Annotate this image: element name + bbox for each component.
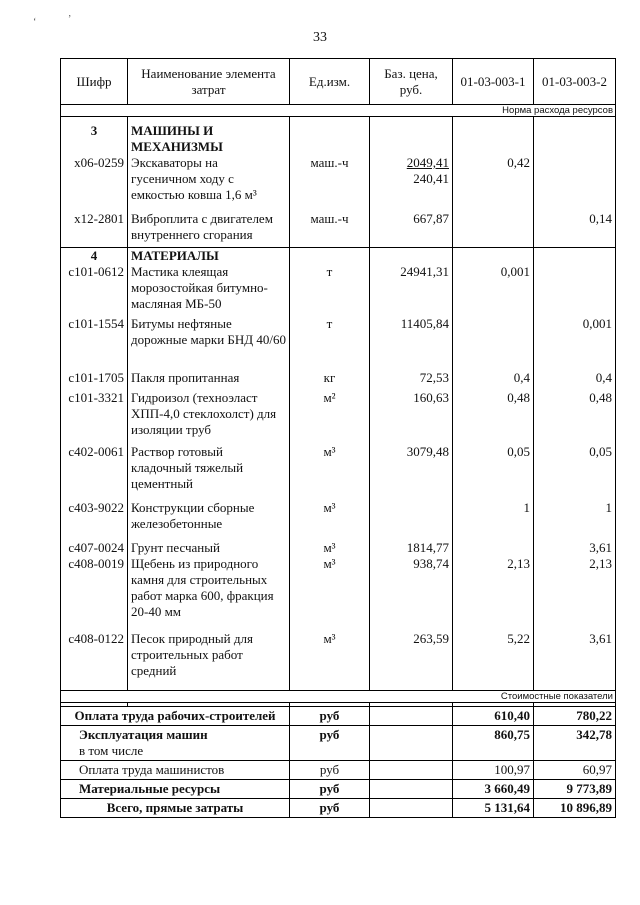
table-row bbox=[61, 540, 616, 556]
row-price: 263,59 bbox=[370, 631, 453, 691]
row-price: 3079,48 bbox=[370, 444, 453, 500]
row-unit: м³ bbox=[290, 540, 370, 556]
row-name: Битумы нефтяные дорожные марки БНД 40/60 bbox=[128, 316, 290, 370]
row-value-2: 0,14 bbox=[534, 211, 616, 247]
row-unit: т bbox=[290, 316, 370, 370]
row-name: Экскаваторы на гусеничном ходу с емкостью ковша 1,6 м³ bbox=[128, 155, 290, 211]
row-value-2: 0,001 bbox=[534, 316, 616, 370]
row-price: 938,74 bbox=[370, 556, 453, 631]
summary-value-1: 860,75 bbox=[453, 726, 534, 761]
row-unit: м³ bbox=[290, 500, 370, 540]
row-value-2: 0,4 bbox=[534, 370, 616, 390]
row-price bbox=[370, 155, 453, 211]
header-name: Наименование элемента затрат bbox=[128, 59, 290, 105]
table-row bbox=[61, 631, 616, 691]
summary-label: Оплата труда рабочих-строителей bbox=[61, 707, 290, 726]
row-name: Грунт песчаный bbox=[128, 540, 290, 556]
band-cost: Стоимостные показатели bbox=[61, 691, 616, 703]
header-price: Баз. цена, руб. bbox=[370, 59, 453, 105]
summary-unit: руб bbox=[290, 726, 370, 761]
header-col2: 01-03-003-2 bbox=[534, 59, 616, 105]
row-value-1: 0,42 bbox=[453, 155, 534, 211]
corner-mark-right: ’ bbox=[68, 14, 72, 25]
row-value-2: 2,13 bbox=[534, 556, 616, 631]
row-unit: кг bbox=[290, 370, 370, 390]
table-row bbox=[61, 500, 616, 540]
row-code: с101-0612 bbox=[61, 264, 128, 316]
row-price: 160,63 bbox=[370, 390, 453, 444]
row-name: Виброплита с двигателем внутреннего сгорания bbox=[128, 211, 290, 247]
row-price: 24941,31 bbox=[370, 264, 453, 316]
row-unit: м³ bbox=[290, 444, 370, 500]
row-price-main: 2049,41 bbox=[406, 155, 449, 170]
summary-value-2: 60,97 bbox=[534, 761, 616, 780]
table-row bbox=[61, 370, 616, 390]
section-number: 4 bbox=[61, 247, 128, 264]
row-value-1: 0,48 bbox=[453, 390, 534, 444]
row-unit: м³ bbox=[290, 556, 370, 631]
header-row bbox=[61, 59, 616, 105]
row-value-2 bbox=[534, 264, 616, 316]
row-value-1: 0,05 bbox=[453, 444, 534, 500]
row-unit: м² bbox=[290, 390, 370, 444]
summary-value-2: 342,78 bbox=[534, 726, 616, 761]
row-value-2: 0,05 bbox=[534, 444, 616, 500]
summary-value-1: 610,40 bbox=[453, 707, 534, 726]
resource-table bbox=[60, 58, 616, 818]
row-value-2: 0,48 bbox=[534, 390, 616, 444]
row-code: с408-0122 bbox=[61, 631, 128, 691]
row-code: х12-2801 bbox=[61, 211, 128, 247]
row-name: Пакля пропитанная bbox=[128, 370, 290, 390]
row-name: Мастика клеящая морозостойкая битумно-масляная МБ-50 bbox=[128, 264, 290, 316]
summary-label: Всего, прямые затраты bbox=[61, 799, 290, 818]
row-value-2: 1 bbox=[534, 500, 616, 540]
table-row bbox=[61, 444, 616, 500]
row-code: х06-0259 bbox=[61, 155, 128, 211]
row-price: 11405,84 bbox=[370, 316, 453, 370]
row-unit: т bbox=[290, 264, 370, 316]
corner-mark-left: ‘ bbox=[33, 17, 37, 28]
summary-value-2: 10 896,89 bbox=[534, 799, 616, 818]
row-code: с407-0024 bbox=[61, 540, 128, 556]
row-price: 1814,77 bbox=[370, 540, 453, 556]
row-code: с101-3321 bbox=[61, 390, 128, 444]
row-price: 72,53 bbox=[370, 370, 453, 390]
row-value-1 bbox=[453, 211, 534, 247]
summary-unit: руб bbox=[290, 707, 370, 726]
band-cost-row bbox=[61, 691, 616, 703]
row-value-1 bbox=[453, 540, 534, 556]
row-value-2 bbox=[534, 155, 616, 211]
row-code: с101-1705 bbox=[61, 370, 128, 390]
band-norm: Норма расхода ресурсов bbox=[61, 105, 616, 117]
row-name: Гидроизол (техноэласт ХПП-4,0 стеклохолст) для изоляции труб bbox=[128, 390, 290, 444]
row-value-1: 2,13 bbox=[453, 556, 534, 631]
header-code: Шифр bbox=[61, 59, 128, 105]
summary-value-2: 780,22 bbox=[534, 707, 616, 726]
row-code: с101-1554 bbox=[61, 316, 128, 370]
table-row bbox=[61, 211, 616, 247]
section-header bbox=[61, 117, 616, 156]
row-code: с403-9022 bbox=[61, 500, 128, 540]
row-value-2: 3,61 bbox=[534, 631, 616, 691]
summary-unit: руб bbox=[290, 761, 370, 780]
row-value-1: 1 bbox=[453, 500, 534, 540]
row-value-1: 0,001 bbox=[453, 264, 534, 316]
row-name: Песок природный для строительных работ средний bbox=[128, 631, 290, 691]
summary-sublabel: в том числе bbox=[79, 743, 144, 758]
row-name: Раствор готовый кладочный тяжелый цементный bbox=[128, 444, 290, 500]
section-header bbox=[61, 247, 616, 264]
row-price: 667,87 bbox=[370, 211, 453, 247]
summary-value-1: 3 660,49 bbox=[453, 780, 534, 799]
summary-label bbox=[61, 726, 290, 761]
summary-row bbox=[61, 707, 616, 726]
summary-value-1: 100,97 bbox=[453, 761, 534, 780]
summary-label: Оплата труда машинистов bbox=[61, 761, 290, 780]
row-unit: м³ bbox=[290, 631, 370, 691]
summary-value-1: 5 131,64 bbox=[453, 799, 534, 818]
header-col1: 01-03-003-1 bbox=[453, 59, 534, 105]
page-number: 33 bbox=[313, 30, 327, 45]
row-value-2: 3,61 bbox=[534, 540, 616, 556]
table-row bbox=[61, 390, 616, 444]
summary-label: Материальные ресурсы bbox=[61, 780, 290, 799]
table-row bbox=[61, 155, 616, 211]
row-value-1: 5,22 bbox=[453, 631, 534, 691]
row-code: с402-0061 bbox=[61, 444, 128, 500]
row-name: Щебень из природного камня для строительных работ марка 600, фракция 20-40 мм bbox=[128, 556, 290, 631]
row-price bbox=[370, 500, 453, 540]
summary-row bbox=[61, 726, 616, 761]
summary-row bbox=[61, 761, 616, 780]
summary-row bbox=[61, 799, 616, 818]
table-row bbox=[61, 316, 616, 370]
row-value-1: 0,4 bbox=[453, 370, 534, 390]
band-norm-row bbox=[61, 105, 616, 117]
summary-label-main: Эксплуатация машин bbox=[79, 727, 208, 742]
section-number: 3 bbox=[61, 117, 128, 156]
section-title: МАТЕРИАЛЫ bbox=[128, 247, 290, 264]
row-value-1 bbox=[453, 316, 534, 370]
summary-unit: руб bbox=[290, 780, 370, 799]
row-name: Конструкции сборные железобетонные bbox=[128, 500, 290, 540]
summary-value-2: 9 773,89 bbox=[534, 780, 616, 799]
header-unit: Ед.изм. bbox=[290, 59, 370, 105]
summary-unit: руб bbox=[290, 799, 370, 818]
row-unit: маш.-ч bbox=[290, 155, 370, 211]
table-row bbox=[61, 264, 616, 316]
table-row bbox=[61, 556, 616, 631]
row-unit: маш.-ч bbox=[290, 211, 370, 247]
summary-row bbox=[61, 780, 616, 799]
row-code: с408-0019 bbox=[61, 556, 128, 631]
row-price-secondary: 240,41 bbox=[413, 171, 449, 186]
section-title: МАШИНЫ И МЕХАНИЗМЫ bbox=[128, 117, 290, 156]
